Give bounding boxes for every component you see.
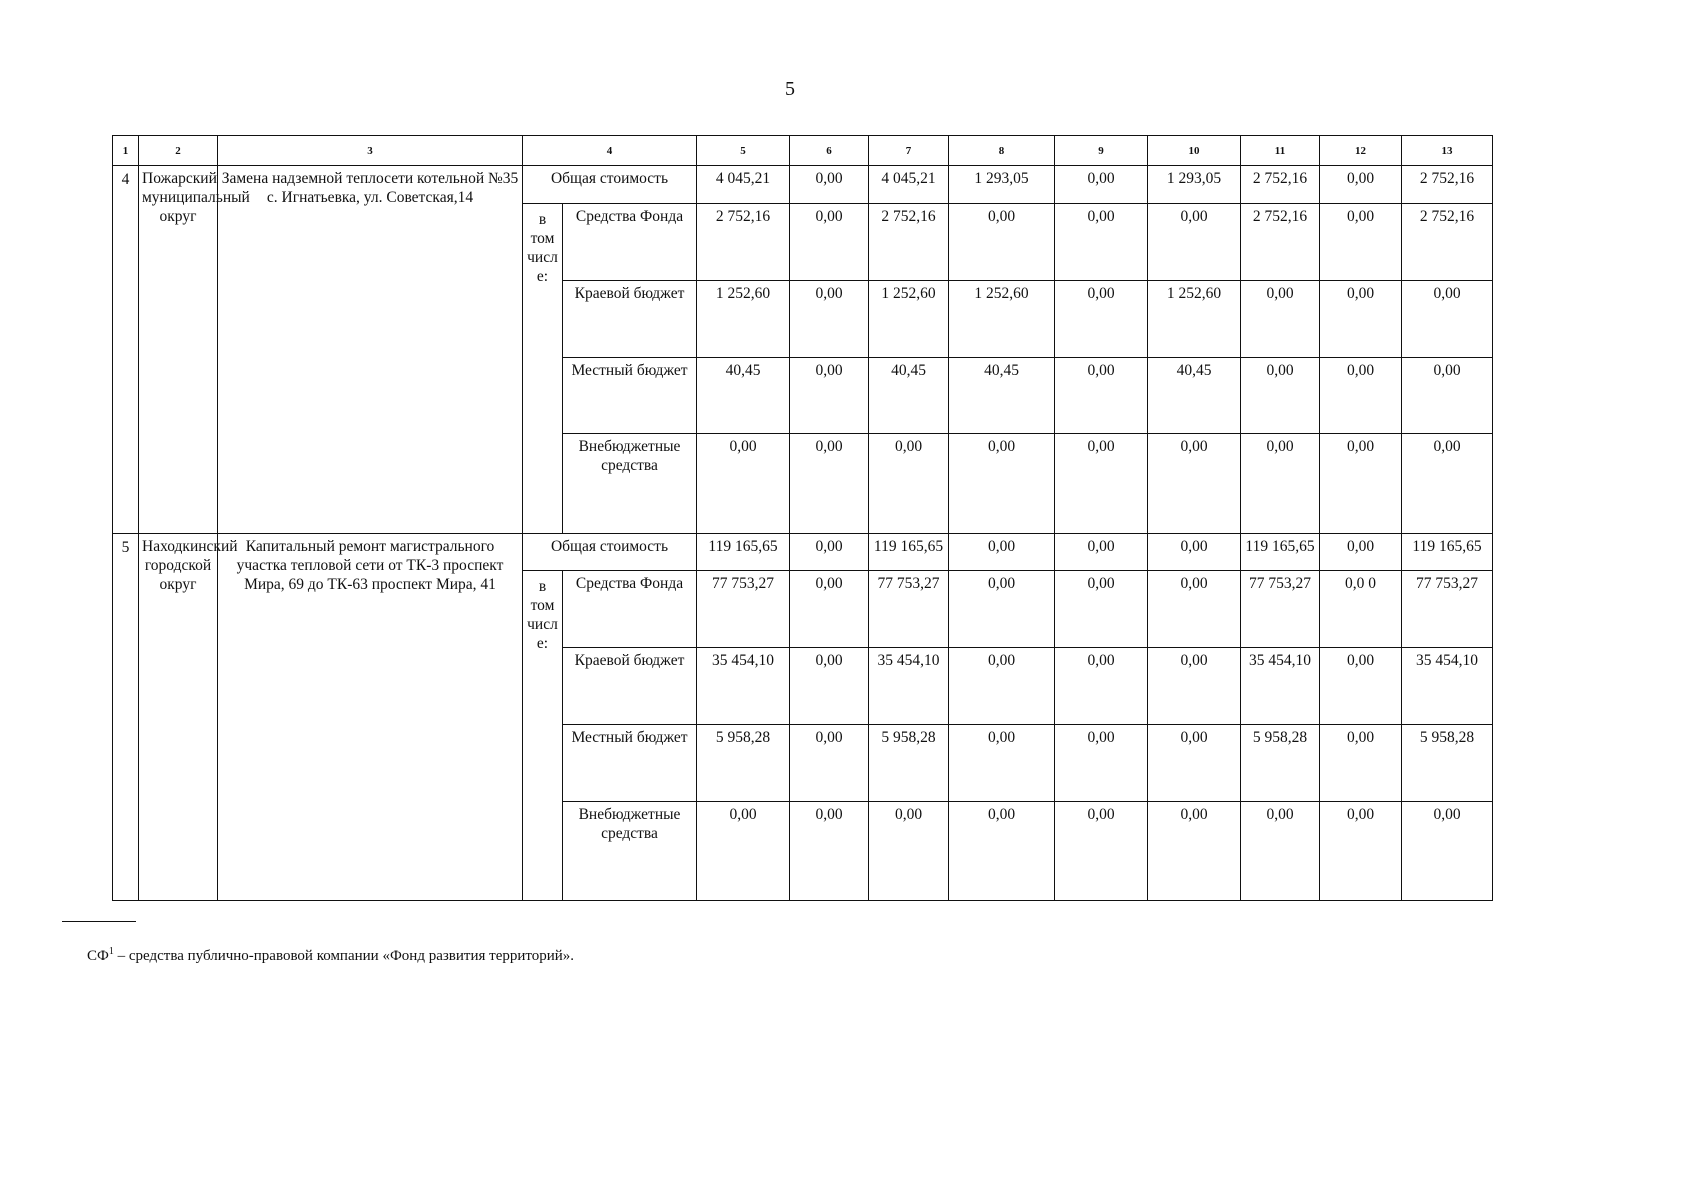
- value-cell: 77 753,27: [1402, 571, 1493, 648]
- value-cell: 0,00: [949, 203, 1055, 280]
- header-cell: 5: [697, 136, 790, 166]
- value-cell: 0,00: [1055, 166, 1148, 203]
- footnote-divider: [62, 921, 136, 922]
- value-cell: 0,00: [1055, 280, 1148, 357]
- value-cell: 77 753,27: [1241, 571, 1320, 648]
- value-cell: 2 752,16: [697, 203, 790, 280]
- header-cell: 2: [139, 136, 218, 166]
- value-cell: 119 165,65: [869, 533, 949, 570]
- district-name: Пожарский муниципальный округ: [139, 166, 218, 533]
- value-cell: 4 045,21: [697, 166, 790, 203]
- value-cell: 0,00: [1320, 533, 1402, 570]
- value-cell: 0,00: [1148, 571, 1241, 648]
- value-cell: 0,00: [1148, 203, 1241, 280]
- source-label: Краевой бюджет: [563, 647, 697, 724]
- value-cell: 5 958,28: [697, 724, 790, 801]
- value-cell: 0,00: [1320, 801, 1402, 900]
- value-cell: 0,00: [1320, 280, 1402, 357]
- value-cell: 40,45: [869, 357, 949, 434]
- value-cell: 0,00: [790, 533, 869, 570]
- value-cell: 0,00: [1320, 166, 1402, 203]
- value-cell: 77 753,27: [697, 571, 790, 648]
- header-cell: 13: [1402, 136, 1493, 166]
- value-cell: 0,00: [1241, 357, 1320, 434]
- value-cell: 0,00: [790, 166, 869, 203]
- value-cell: 0,00: [1055, 203, 1148, 280]
- value-cell: 0,00: [790, 357, 869, 434]
- value-cell: 0,00: [1320, 203, 1402, 280]
- value-cell: 40,45: [1148, 357, 1241, 434]
- value-cell: 1 293,05: [1148, 166, 1241, 203]
- header-cell: 3: [218, 136, 523, 166]
- total-label: Общая стоимость: [523, 533, 697, 570]
- object-name: Капитальный ремонт магистрального участка тепловой сети от ТК-3 проспект Мира, 69 до ТК-63 проспект Мира, 41: [218, 533, 523, 900]
- value-cell: 0,00: [949, 647, 1055, 724]
- value-cell: 0,00: [697, 434, 790, 533]
- value-cell: 0,00: [1055, 801, 1148, 900]
- value-cell: 119 165,65: [1241, 533, 1320, 570]
- value-cell: 5 958,28: [869, 724, 949, 801]
- value-cell: 40,45: [949, 357, 1055, 434]
- value-cell: 0,00: [1320, 357, 1402, 434]
- source-label: Местный бюджет: [563, 357, 697, 434]
- value-cell: 1 252,60: [949, 280, 1055, 357]
- header-cell: 4: [523, 136, 697, 166]
- value-cell: 0,00: [790, 571, 869, 648]
- value-cell: 1 252,60: [869, 280, 949, 357]
- value-cell: 2 752,16: [869, 203, 949, 280]
- value-cell: 0,00: [1148, 724, 1241, 801]
- value-cell: 0,00: [1241, 280, 1320, 357]
- value-cell: 0,00: [1148, 533, 1241, 570]
- value-cell: 0,00: [949, 724, 1055, 801]
- value-cell: 35 454,10: [869, 647, 949, 724]
- value-cell: 0,00: [949, 801, 1055, 900]
- footnote-text: – средства публично-правовой компании «Фонд развития территорий».: [113, 948, 575, 964]
- value-cell: 0,00: [790, 724, 869, 801]
- header-cell: 7: [869, 136, 949, 166]
- value-cell: 0,00: [1055, 724, 1148, 801]
- value-cell: 0,0 0: [1320, 571, 1402, 648]
- value-cell: 2 752,16: [1241, 203, 1320, 280]
- value-cell: 0,00: [790, 203, 869, 280]
- value-cell: 0,00: [949, 571, 1055, 648]
- header-cell: 9: [1055, 136, 1148, 166]
- page-number: 5: [785, 78, 795, 100]
- value-cell: 0,00: [1402, 357, 1493, 434]
- header-cell: 1: [113, 136, 139, 166]
- value-cell: 0,00: [1148, 801, 1241, 900]
- footnote-sup: 1: [108, 946, 114, 957]
- value-cell: 0,00: [1402, 280, 1493, 357]
- value-cell: 2 752,16: [1241, 166, 1320, 203]
- value-cell: 0,00: [790, 647, 869, 724]
- value-cell: 0,00: [1055, 571, 1148, 648]
- total-row: [113, 166, 1493, 203]
- value-cell: 0,00: [869, 801, 949, 900]
- source-label: Средства Фонда: [563, 203, 697, 280]
- source-label: Местный бюджет: [563, 724, 697, 801]
- header-row: [113, 136, 1493, 166]
- header-cell: 8: [949, 136, 1055, 166]
- value-cell: 0,00: [1241, 434, 1320, 533]
- header-cell: 10: [1148, 136, 1241, 166]
- object-name: Замена надземной теплосети котельной №35 с. Игнатьевка, ул. Советская,14: [218, 166, 523, 533]
- value-cell: 35 454,10: [697, 647, 790, 724]
- value-cell: 0,00: [949, 533, 1055, 570]
- header-cell: 11: [1241, 136, 1320, 166]
- value-cell: 0,00: [949, 434, 1055, 533]
- value-cell: 0,00: [1402, 434, 1493, 533]
- value-cell: 0,00: [1320, 434, 1402, 533]
- value-cell: 0,00: [697, 801, 790, 900]
- value-cell: 0,00: [790, 434, 869, 533]
- value-cell: 0,00: [1320, 724, 1402, 801]
- value-cell: 0,00: [1320, 647, 1402, 724]
- value-cell: 1 252,60: [697, 280, 790, 357]
- including-label: в том числ е:: [523, 203, 563, 533]
- value-cell: 1 252,60: [1148, 280, 1241, 357]
- source-label: Средства Фонда: [563, 571, 697, 648]
- value-cell: 0,00: [1241, 801, 1320, 900]
- header-cell: 12: [1320, 136, 1402, 166]
- source-label: Внебюджетные средства: [563, 434, 697, 533]
- source-label: Краевой бюджет: [563, 280, 697, 357]
- value-cell: 0,00: [1055, 647, 1148, 724]
- total-row: [113, 533, 1493, 570]
- value-cell: 0,00: [1055, 434, 1148, 533]
- value-cell: 0,00: [790, 280, 869, 357]
- value-cell: 119 165,65: [697, 533, 790, 570]
- value-cell: 0,00: [1055, 533, 1148, 570]
- value-cell: 4 045,21: [869, 166, 949, 203]
- value-cell: 5 958,28: [1241, 724, 1320, 801]
- including-label: в том числ е:: [523, 571, 563, 901]
- funding-table: [112, 135, 1493, 901]
- value-cell: 2 752,16: [1402, 166, 1493, 203]
- row-number: 5: [113, 533, 139, 900]
- value-cell: 35 454,10: [1402, 647, 1493, 724]
- value-cell: 1 293,05: [949, 166, 1055, 203]
- value-cell: 35 454,10: [1241, 647, 1320, 724]
- total-label: Общая стоимость: [523, 166, 697, 203]
- value-cell: 0,00: [1148, 647, 1241, 724]
- footnote-mark: СФ: [87, 948, 109, 964]
- value-cell: 5 958,28: [1402, 724, 1493, 801]
- source-label: Внебюджетные средства: [563, 801, 697, 900]
- value-cell: 2 752,16: [1402, 203, 1493, 280]
- value-cell: 0,00: [869, 434, 949, 533]
- header-cell: 6: [790, 136, 869, 166]
- value-cell: 0,00: [1055, 357, 1148, 434]
- footnote: [87, 948, 574, 965]
- value-cell: 0,00: [1148, 434, 1241, 533]
- value-cell: 77 753,27: [869, 571, 949, 648]
- value-cell: 0,00: [790, 801, 869, 900]
- row-number: 4: [113, 166, 139, 533]
- district-name: Находкинский городской округ: [139, 533, 218, 900]
- value-cell: 0,00: [1402, 801, 1493, 900]
- value-cell: 119 165,65: [1402, 533, 1493, 570]
- value-cell: 40,45: [697, 357, 790, 434]
